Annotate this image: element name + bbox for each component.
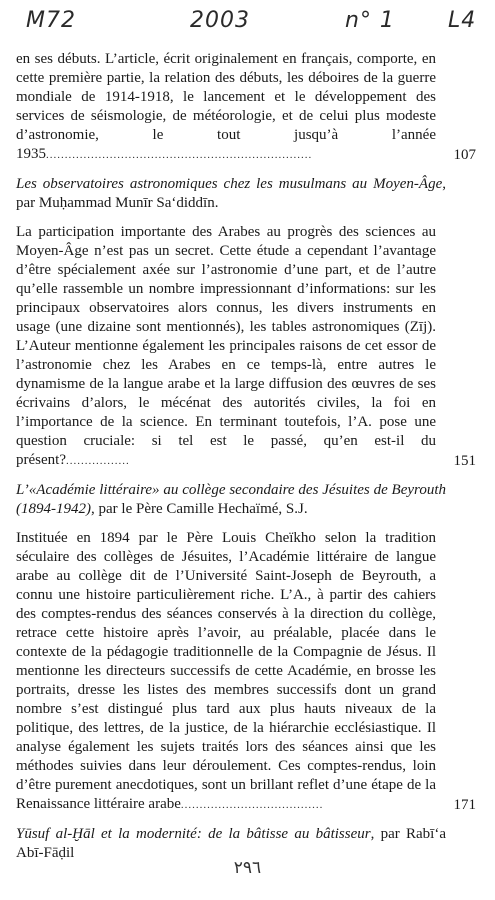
title-text: Les observatoires astronomiques chez les musulmans au Moyen-Âge	[16, 176, 443, 192]
page-number: ٢٩٦	[233, 858, 262, 878]
author-text: , par Rabī‘a Abī-Fāḍil	[16, 826, 446, 861]
summary-text: en ses débuts. L’article, écrit originalement en français, comporte, en cette première partie, la relation des débuts, les déboires de la guerre mondiale de 1914-1918, le lancement et le développement des services de séismologie, de météorologie, et de celui plus modeste d’astronomie, le tout jusqu’à l’année 1935	[16, 51, 436, 162]
title-text: Yūsuf al-Ḫāl et la modernité: de la bâtisse au bâtisseur	[16, 826, 371, 842]
entry-continuation	[16, 50, 480, 165]
handwritten-code: L4	[448, 8, 477, 33]
summary-text: Instituée en 1894 par le Père Louis Cheïkho selon la tradition séculaire des collèges de Jésuites, l’Académie littéraire de langue arabe au collège dit de l’Université Saint-Joseph de Beyrouth, a connu une histoire particulièrement riche. L’A., à partir des cahiers des comptes-rendus des séances conservés à la direction du collège, retrace cette histoire après l’avoir, au préalable, placée dans le contexte de la pédagogie traditionnelle de la Compagnie de Jésus. Il mentionne les directeurs successifs de cette Académie, en brosse les portraits, dresse les listes des membres successifs dont un grand nombre s’est distingué plus tard aux plus hauts niveaux de la politique, des lettres, de la justice, de la hiérarchie ecclésiastique. Il analyse également les sujets traités lors des séances ainsi que les méthodes suivies dans leur déroulement. Ces comptes-rendus, loin d’être purement anecdotiques, sont un brillant reflet d’une étape de la Renaissance littéraire arabe	[16, 530, 436, 812]
page-reference: 151	[453, 453, 476, 469]
author-text: , par le Père Camille Hechaïmé, S.J.	[91, 501, 308, 517]
entry-academie	[16, 529, 480, 815]
document-page	[16, 50, 480, 863]
entry-summary	[16, 223, 436, 471]
entry-observatoires	[16, 223, 480, 471]
handwritten-number: n° 1	[345, 8, 395, 33]
page-reference: 171	[453, 797, 476, 813]
entry-title	[16, 175, 446, 213]
handwritten-reference: M72	[26, 8, 76, 33]
author-text: , par Muḥammad Munīr Sa‘diddīn.	[16, 176, 446, 211]
leader-dots: .......................................................................	[46, 149, 313, 161]
entry-summary	[16, 529, 436, 815]
page-reference: 107	[453, 147, 476, 163]
entry-summary	[16, 50, 436, 165]
leader-dots: ......................................	[180, 799, 324, 811]
entry-title	[16, 481, 446, 519]
summary-text: La participation importante des Arabes au progrès des sciences au Moyen-Âge n’est pas un secret. Cette étude a cependant l’avantage d’être spécialement axée sur l’astronomie d’une part, et de l’autre qu’elle rassemble un nombre impressionnant d’informations: sur les principaux observatoires alors connus, les divers instruments en usage (une dizaine sont mentionnés), les tables astronomiques (Zīj). L’Auteur mentionne également les principales raisons de cet essor de l’astronomie chez les Arabes en ce temps-là, entre autres le dynamisme de la langue arabe et la large diffusion des œuvres de ses écrivains d’alors, le mécénat des autorités civiles, la foi en l’importance de la science. En terminant toutefois, l’A. pose une question cruciale: si tel est le passé, qu’en est-il du présent?	[16, 224, 436, 468]
title-text: L’«Académie littéraire» au collège secondaire des Jésuites de Beyrouth (1894-1942)	[16, 482, 446, 517]
leader-dots: .................	[65, 455, 130, 467]
handwritten-year: 2003	[190, 8, 250, 33]
